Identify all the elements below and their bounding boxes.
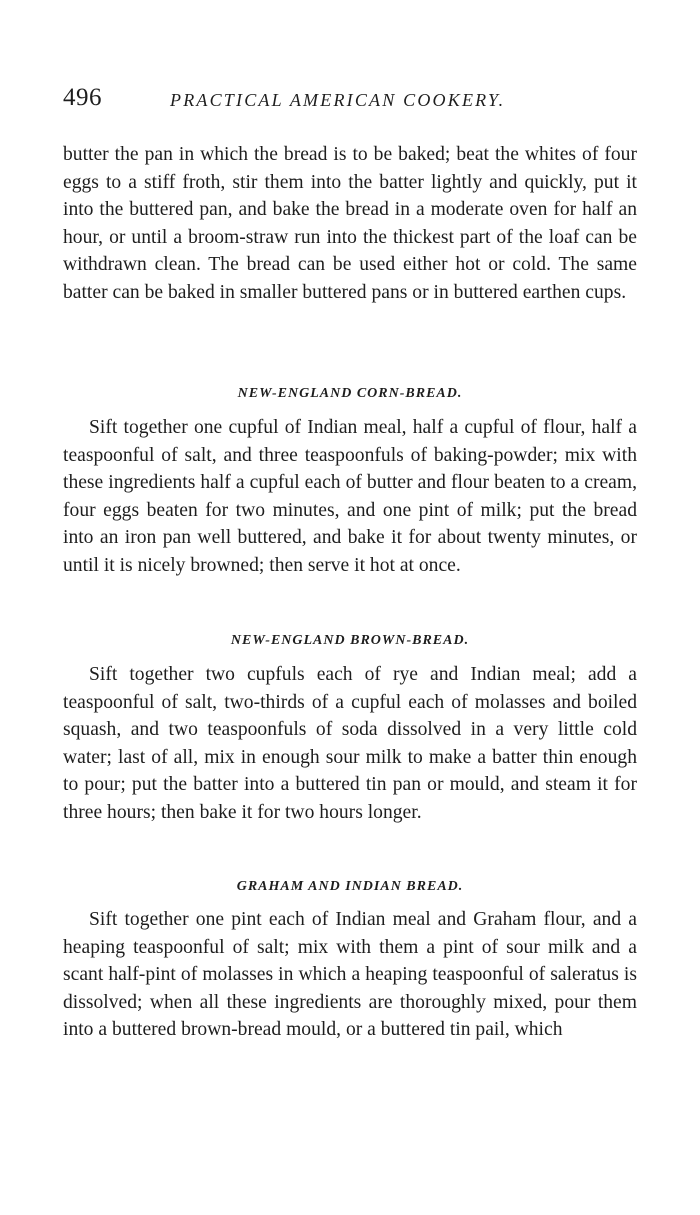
page-number: 496 [63, 84, 102, 111]
recipe-paragraph-corn-bread: Sift together one cupful of Indian meal, half a cupful of flour, half a teaspoonful of salt, and three teaspoonfuls of baking-powder; mix with these ingredients half a cupful each of butter and flour beaten to a cream, four eggs beaten for two minutes, and one pint of milk; put the bread into an iron pan well buttered, and bake it for about twenty minutes, or until it is nicely browned; then serve it hot at once. [63, 417, 637, 576]
intro-paragraph: butter the pan in which the bread is to be baked; beat the whites of four eggs to a stiff froth, stir them into the batter lightly and quickly, put it into the buttered pan, and bake the bread in a moderate oven for half an hour, or until a broom-straw run into the thickest part of the loaf can be withdrawn clean. The bread can be used either hot or cold. The same batter can be baked in smaller buttered pans or in buttered earthen cups. [63, 144, 637, 303]
running-title: PRACTICAL AMERICAN COOKERY. [170, 90, 506, 110]
recipe-paragraph-brown-bread: Sift together two cupfuls each of rye and Indian meal; add a teaspoonful of salt, two-thirds of a cupful each of molasses and boiled squash, and two teaspoonfuls of soda dissolved in a very little cold water; last of all, mix in enough sour milk to make a batter thin enough to pour; put the batter into a buttered tin pan or mould, and steam it for three hours; then bake it for two hours longer. [63, 664, 637, 823]
section-heading-corn-bread: NEW-ENGLAND CORN-BREAD. [237, 386, 463, 401]
section-heading-brown-bread: NEW-ENGLAND BROWN-BREAD. [230, 633, 470, 648]
section-heading-graham-indian-bread: GRAHAM AND INDIAN BREAD. [236, 879, 464, 894]
recipe-paragraph-graham-indian-bread: Sift together one pint each of Indian meal and Graham flour, and a heaping teaspoonful of salt; mix with them a pint of sour milk and a scant half-pint of molasses in which a heaping teaspoonful of saleratus is dissolved; when all these ingredients are thoroughly mixed, pour them into a buttered brown-bread mould, or a buttered tin pail, which [63, 909, 637, 1041]
running-head [63, 84, 643, 118]
